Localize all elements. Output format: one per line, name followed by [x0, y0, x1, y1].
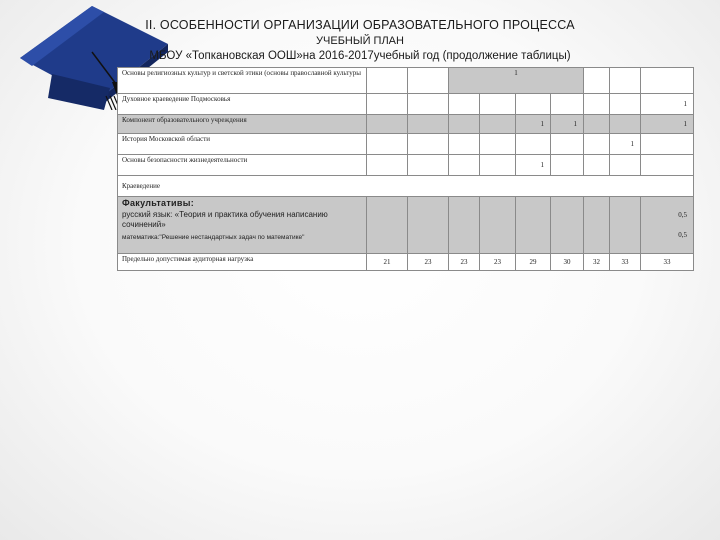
load-value: 33 — [641, 254, 694, 271]
elective-math-hours: 0,5 — [678, 231, 687, 239]
row-label: Компонент образовательного учреждения — [118, 115, 367, 134]
table-row-kraeved — [118, 176, 694, 197]
elective-math: математика:"Решение нестандартных задач по математике" — [122, 234, 305, 241]
elective-russian: русский язык: «Теория и практика обучения написанию сочинений» — [122, 210, 328, 229]
table-row-obzh — [118, 155, 694, 176]
table-row-orkse — [118, 68, 694, 94]
row-label: Основы религиозных культур и светской этики (основы православной культуры — [118, 68, 367, 94]
elective-russian-hours: 0,5 — [678, 211, 687, 219]
cell-value: 1 — [516, 155, 551, 176]
row-label: Основы безопасности жизнедеятельности — [118, 155, 367, 176]
school-line: МБОУ «Топкановская ООШ»на 2016-2017учебный год (продолжение таблицы) — [149, 50, 571, 62]
slide-title: II. ОСОБЕННОСТИ ОРГАНИЗАЦИИ ОБРАЗОВАТЕЛЬНОГО ПРОЦЕССА — [145, 18, 575, 32]
table-row-dukh — [118, 94, 694, 115]
row-label: История Московской области — [118, 134, 367, 155]
cell-value: 1 — [641, 94, 694, 115]
curriculum-table — [117, 67, 694, 271]
row-label: Предельно допустимая аудиторная нагрузка — [118, 254, 367, 271]
cell-value: 1 — [551, 115, 584, 134]
load-value: 23 — [449, 254, 480, 271]
load-value: 32 — [584, 254, 610, 271]
load-value: 23 — [480, 254, 516, 271]
row-label: Краеведение — [118, 176, 694, 197]
slide-subtitle: УЧЕБНЫЙ ПЛАН — [316, 35, 404, 47]
electives-heading: Факультативы: — [122, 198, 195, 208]
cell-value: 1 — [641, 115, 694, 134]
cell-value: 1 — [610, 134, 641, 155]
table-row-electives — [118, 197, 694, 254]
load-value: 30 — [551, 254, 584, 271]
table-row-component — [118, 115, 694, 134]
cell-value: 1 — [449, 68, 584, 94]
load-value: 29 — [516, 254, 551, 271]
row-label: Духовное краеведение Подмосковья — [118, 94, 367, 115]
load-value: 23 — [408, 254, 449, 271]
cell-value: 1 — [516, 115, 551, 134]
load-value: 21 — [367, 254, 408, 271]
load-value: 33 — [610, 254, 641, 271]
table-row-load — [118, 254, 694, 271]
table-row-history — [118, 134, 694, 155]
